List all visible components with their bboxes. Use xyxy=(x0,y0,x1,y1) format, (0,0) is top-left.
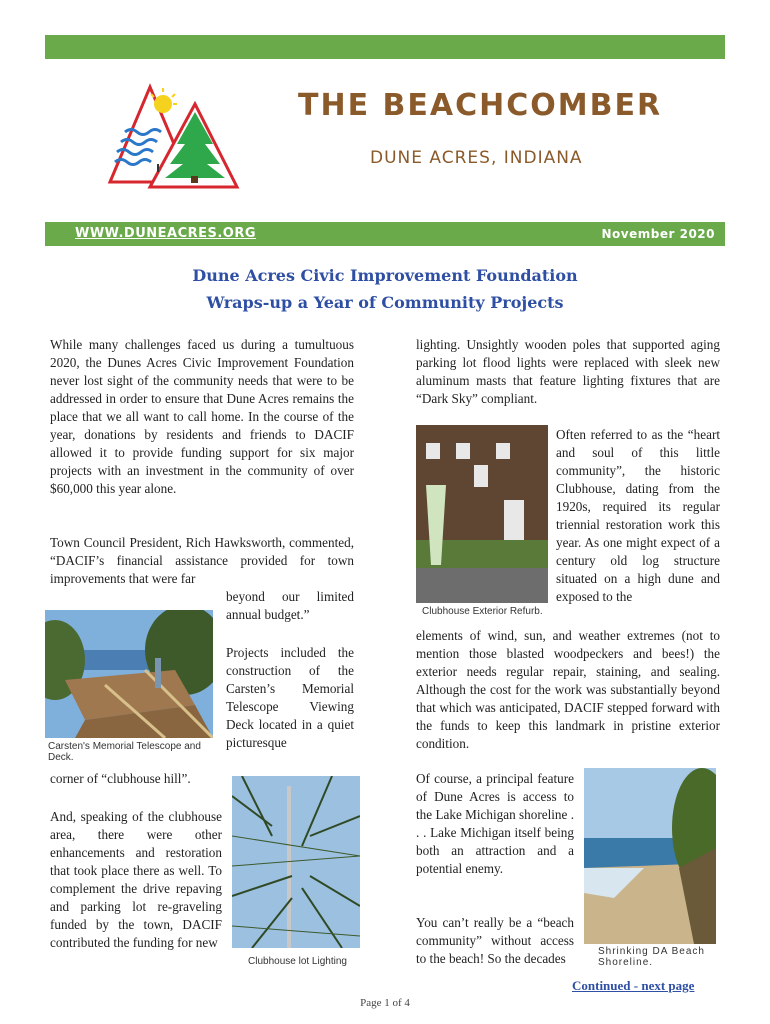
lighting-caption: Clubhouse lot Lighting xyxy=(248,956,347,967)
left-paragraph-4: And, speaking of the clubhouse area, there were other enhancements and restoration that took place there as well. To complement the drive repaving and parking lot re-graveling funded by the town, DACIF contributed the funding for new xyxy=(50,809,222,950)
right-paragraph-2a: Often referred to as the “heart and soul of this little community”, the historic Clubhouse, dating from the 1920s, required its regular triennial restoration work this year. As one might expect of a century old log structure situated on a high dune and exposed to the xyxy=(556,427,720,604)
left-paragraph-2a: Town Council President, Rich Hawksworth, commented, “DACIF’s financial assistance provided for town improvements that were far xyxy=(50,535,354,586)
masthead-subtitle: DUNE ACRES, INDIANA xyxy=(370,148,583,168)
page-number: Page 1 of 4 xyxy=(360,997,410,1009)
shoreline-photo xyxy=(584,768,716,944)
dune-acres-logo xyxy=(105,82,240,192)
right-paragraph-3: Of course, a principal feature of Dune Acres is access to the Lake Michigan shoreline . . . Lake Michigan itself being both an attraction and a potential enemy. xyxy=(416,771,574,876)
clubhouse-caption: Clubhouse Exterior Refurb. xyxy=(422,606,543,617)
issue-date: November 2020 xyxy=(601,227,715,241)
top-green-bar xyxy=(45,35,725,59)
masthead-title: THE BEACHCOMBER xyxy=(298,88,663,123)
website-link[interactable]: WWW.DUNEACRES.ORG xyxy=(75,226,257,241)
left-paragraph-2b: beyond our limited annual budget.” xyxy=(226,589,354,622)
telescope-caption: Carsten's Memorial Telescope and Deck. xyxy=(48,741,201,763)
right-paragraph-1: lighting. Unsightly wooden poles that supported aging parking lot flood lights were replaced with sleek new aluminum masts that feature lighting fixtures that are “Dark Sky” compliant. xyxy=(416,337,720,406)
left-paragraph-3b: corner of “clubhouse hill”. xyxy=(50,771,191,786)
lighting-photo xyxy=(232,776,360,948)
clubhouse-photo xyxy=(416,425,548,603)
headline-line-1: Dune Acres Civic Improvement Foundation xyxy=(192,266,578,285)
right-paragraph-2b: elements of wind, sun, and weather extremes (not to mention those blasted woodpeckers and bees!) the exterior needs regular repair, staining, and sealing. Although the cost for the work was substantially beyond that which was anticipated, DACIF stepped forward with the funds to keep this landmark in pristine exterior condition. xyxy=(416,628,720,751)
continued-link[interactable]: Continued - next page xyxy=(572,978,695,993)
telescope-deck-photo xyxy=(45,610,213,738)
shoreline-caption: Shrinking DA Beach Shoreline. xyxy=(598,946,705,968)
right-paragraph-4: You can’t really be a “beach community” without access to the beach! So the decades xyxy=(416,915,574,966)
left-paragraph-1: While many challenges faced us during a tumultuous 2020, the Dunes Acres Civic Improvement Foundation never lost sight of the community needs that were to be addressed in order to ensure that Dune Acres remains the place that we all want to call home. In the course of the year, donations by residents and friends to DACIF allowed it to provide funding support for six major projects with an investment in the community of over $60,000 this year alone. xyxy=(50,337,354,496)
left-paragraph-3a: Projects included the construction of the Carsten’s Memorial Telescope Viewing Deck located in a quiet picturesque xyxy=(226,645,354,750)
headline-line-2: Wraps-up a Year of Community Projects xyxy=(206,293,564,312)
